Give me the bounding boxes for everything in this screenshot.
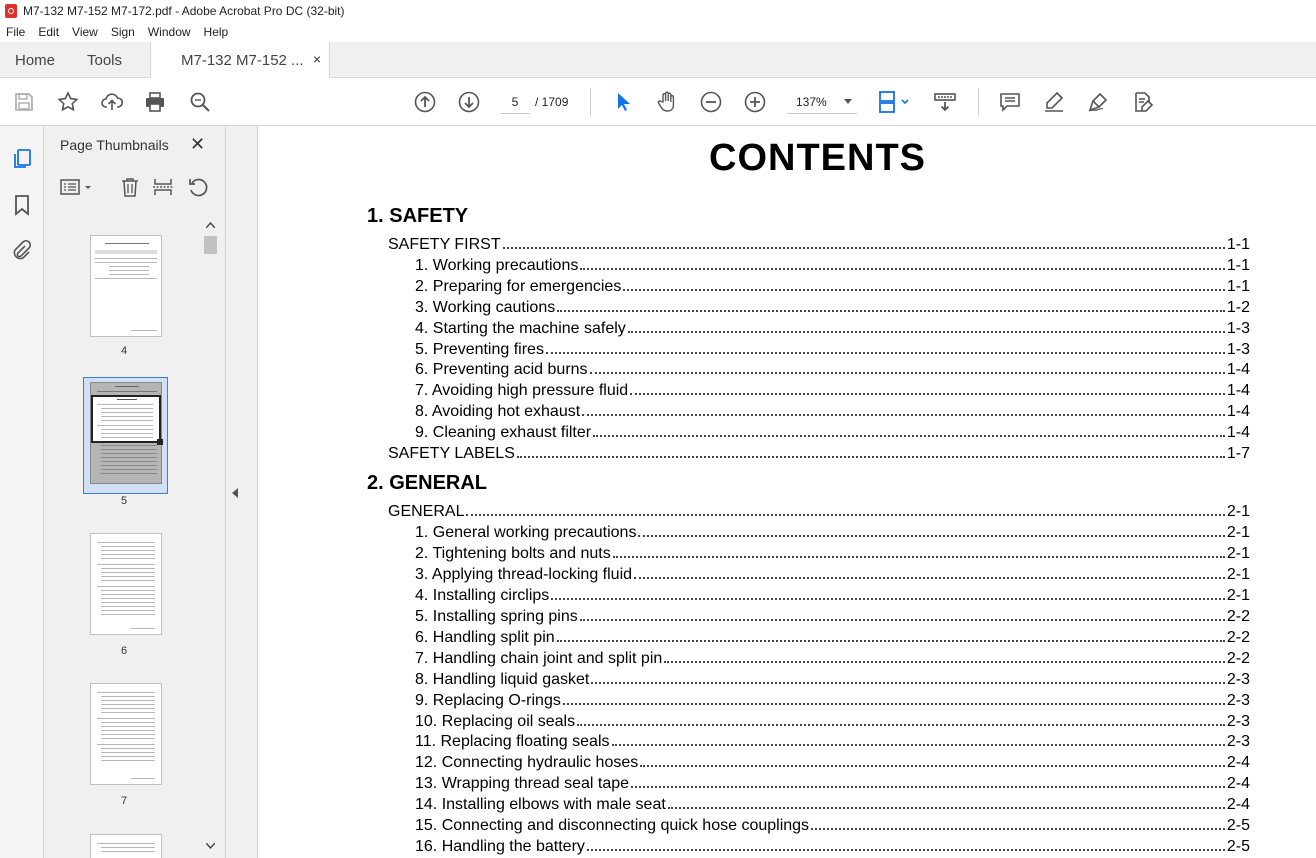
- tab-document[interactable]: [150, 42, 330, 79]
- toc-entry-page: 2-2: [1226, 629, 1250, 646]
- toc-entry[interactable]: [415, 296, 1250, 317]
- scroll-down-icon[interactable]: [206, 843, 215, 849]
- toc-entry-title: 15. Connecting and disconnecting quick hose couplings: [415, 817, 810, 834]
- toc-entry-page: 2-2: [1226, 608, 1250, 625]
- thumbnail-label: 5: [120, 495, 128, 507]
- toc-entry[interactable]: [415, 605, 1250, 626]
- rotate-icon[interactable]: [187, 176, 209, 198]
- toc-entry[interactable]: [415, 647, 1250, 668]
- collapse-arrow-icon[interactable]: [232, 488, 238, 498]
- panel-title: Page Thumbnails: [60, 137, 169, 153]
- toc-entry-page: 2-5: [1226, 817, 1250, 834]
- toc-leader-dots: [664, 661, 1225, 663]
- page-thumbnail[interactable]: [90, 235, 162, 337]
- toc-entry-title: 6. Handling split pin: [415, 629, 555, 646]
- toc-entry-page: 2-3: [1226, 692, 1250, 709]
- toc-entry[interactable]: [415, 358, 1250, 379]
- toc-entry-page: 2-1: [1226, 503, 1250, 520]
- toc-entry[interactable]: [415, 668, 1250, 689]
- window-title: M7-132 M7-152 M7-172.pdf - Adobe Acrobat Pro DC (32-bit): [23, 4, 345, 18]
- acrobat-logo-icon: [5, 4, 17, 18]
- toolbar-separator: [590, 88, 591, 116]
- document-title: CONTENTS: [709, 137, 926, 179]
- toc-entry[interactable]: [415, 421, 1250, 442]
- highlight-icon[interactable]: [1042, 90, 1066, 114]
- toc-entry[interactable]: [415, 521, 1250, 542]
- toc-entry-title: 8. Handling liquid gasket: [415, 671, 590, 688]
- toc-leader-dots: [634, 577, 1225, 579]
- toc-leader-dots: [612, 744, 1225, 746]
- toc-leader-dots: [517, 456, 1225, 458]
- thumbnail-label: 4: [120, 345, 128, 357]
- scroll-up-icon[interactable]: [206, 222, 215, 228]
- thumbnail-list: [44, 210, 204, 858]
- toc-entry-page: 2-4: [1226, 754, 1250, 771]
- toc-entry-title: GENERAL: [388, 503, 465, 520]
- print-icon[interactable]: [143, 90, 167, 114]
- toc-entry-page: 2-4: [1226, 796, 1250, 813]
- toc-entry[interactable]: [415, 584, 1250, 605]
- toc-leader-dots: [593, 435, 1225, 437]
- section-heading: 1. SAFETY: [367, 205, 469, 227]
- menu-bar: [0, 22, 1316, 42]
- toc-entry-title: 14. Installing elbows with male seat: [415, 796, 666, 813]
- toc-entry-page: 1-4: [1226, 361, 1250, 378]
- page-thumbnail[interactable]: [90, 683, 162, 785]
- save-icon[interactable]: [12, 90, 36, 114]
- toc-entry[interactable]: [415, 835, 1250, 856]
- toc-leader-dots: [503, 247, 1225, 249]
- panel-collapse-strip[interactable]: [226, 126, 258, 858]
- toc-entry-title: 16. Handling the battery: [415, 838, 585, 855]
- toc-leader-dots: [577, 724, 1225, 726]
- toc-entry-page: 2-4: [1226, 775, 1250, 792]
- toc-entry-page: 1-1: [1226, 278, 1250, 295]
- menu-file[interactable]: File: [6, 25, 26, 39]
- toc-entry[interactable]: [388, 500, 1250, 521]
- fit-page-icon[interactable]: [877, 90, 913, 114]
- toc-entry-title: 2. Preparing for emergencies: [415, 278, 622, 295]
- toc-entry-title: 5. Installing spring pins: [415, 608, 578, 625]
- toc-entry-title: 9. Cleaning exhaust filter: [415, 424, 592, 441]
- menu-edit[interactable]: Edit: [38, 25, 60, 39]
- upload-icon[interactable]: [100, 90, 124, 114]
- toc-entry-page: 2-1: [1226, 587, 1250, 604]
- close-icon[interactable]: ✕: [190, 134, 206, 154]
- toolbar: [0, 78, 1316, 126]
- toc-leader-dots: [582, 414, 1225, 416]
- select-arrow-icon[interactable]: [611, 90, 635, 114]
- toc-entry-page: 1-4: [1226, 403, 1250, 420]
- toc-entry-title: 11. Replacing floating seals: [415, 733, 610, 750]
- toc-entry-title: 1. General working precautions: [415, 524, 637, 541]
- toc-leader-dots: [466, 514, 1224, 516]
- scroll-mode-icon[interactable]: [933, 90, 957, 114]
- star-icon[interactable]: [56, 90, 80, 114]
- toc-entry[interactable]: [415, 689, 1250, 710]
- close-tab-icon[interactable]: ×: [312, 51, 321, 67]
- toc-entry-title: 3. Working cautions: [415, 299, 556, 316]
- zoom-search-icon[interactable]: [188, 90, 212, 114]
- toc-entry[interactable]: [415, 563, 1250, 584]
- page-thumbnail-current[interactable]: [90, 382, 162, 484]
- toc-entry-title: 1. Working precautions: [415, 257, 579, 274]
- toc-entry[interactable]: [415, 542, 1250, 563]
- toc-entry[interactable]: [415, 626, 1250, 647]
- zoom-value: 137%: [796, 94, 827, 109]
- page-thumbnail[interactable]: [90, 834, 162, 858]
- page-down-icon[interactable]: [457, 90, 481, 114]
- tab-bar: [0, 42, 1316, 78]
- thumbnail-label: 6: [120, 645, 128, 657]
- toc-entry[interactable]: [415, 379, 1250, 400]
- title-bar: [0, 0, 1316, 22]
- hand-icon[interactable]: [655, 90, 679, 114]
- document-view[interactable]: [259, 127, 1316, 858]
- redact-edit-icon[interactable]: [1130, 90, 1154, 114]
- page-up-icon[interactable]: [413, 90, 437, 114]
- toc-entry-title: 9. Replacing O-rings: [415, 692, 561, 709]
- tab-document-label: M7-132 M7-152 ...: [181, 52, 304, 69]
- toc-leader-dots: [811, 828, 1225, 830]
- toc-entry-page: 2-3: [1226, 713, 1250, 730]
- toc-leader-dots: [580, 619, 1225, 621]
- toc-entry[interactable]: [415, 772, 1250, 793]
- toc-entry-title: 12. Connecting hydraulic hoses: [415, 754, 639, 771]
- toc-entry[interactable]: [415, 400, 1250, 421]
- toc-entry-title: 2. Tightening bolts and nuts: [415, 545, 611, 562]
- toc-leader-dots: [628, 331, 1225, 333]
- toc-entry-page: 2-2: [1226, 650, 1250, 667]
- toc-entry[interactable]: [388, 442, 1250, 463]
- toc-entry-page: 1-7: [1226, 445, 1250, 462]
- toc-entry-page: 2-3: [1226, 733, 1250, 750]
- insert-page-icon[interactable]: [152, 176, 174, 198]
- viewport-indicator[interactable]: [91, 395, 161, 443]
- toc-entry-page: 2-1: [1226, 545, 1250, 562]
- toc-leader-dots: [638, 535, 1224, 537]
- page-number-input[interactable]: 5: [500, 90, 530, 114]
- thumbnail-label: 7: [120, 795, 128, 807]
- toc-entry-page: 2-3: [1226, 671, 1250, 688]
- menu-view[interactable]: View: [72, 25, 98, 39]
- toc-leader-dots: [580, 268, 1225, 270]
- toc-leader-dots: [613, 556, 1225, 558]
- thumbnail-scrollbar[interactable]: [203, 218, 218, 856]
- toc-entry-page: 2-1: [1226, 524, 1250, 541]
- toc-leader-dots: [551, 598, 1225, 600]
- zoom-dropdown[interactable]: [787, 90, 857, 114]
- toc-entry-title: 7. Handling chain joint and split pin: [415, 650, 663, 667]
- toc-entry-title: 7. Avoiding high pressure fluid: [415, 382, 629, 399]
- toc-entry[interactable]: [415, 338, 1250, 359]
- page-total: / 1709: [535, 95, 569, 109]
- toc-leader-dots: [623, 289, 1225, 291]
- toc-entry-page: 1-1: [1226, 236, 1250, 253]
- sign-icon[interactable]: [1086, 90, 1110, 114]
- navigation-rail: [0, 126, 44, 858]
- toc-entry[interactable]: [415, 814, 1250, 835]
- toc-entry[interactable]: [415, 751, 1250, 772]
- zoom-out-icon[interactable]: [699, 90, 723, 114]
- toc-leader-dots: [587, 849, 1225, 851]
- toc-leader-dots: [668, 807, 1225, 809]
- toc-entry-title: 3. Applying thread-locking fluid: [415, 566, 633, 583]
- toc-leader-dots: [590, 372, 1225, 374]
- toc-leader-dots: [591, 682, 1225, 684]
- bookmark-icon[interactable]: [10, 193, 34, 217]
- toc-entry-page: 1-4: [1226, 382, 1250, 399]
- toc-entry[interactable]: [415, 317, 1250, 338]
- toc-entry-title: 5. Preventing fires: [415, 341, 544, 358]
- toc-leader-dots: [557, 310, 1225, 312]
- pages-icon[interactable]: [10, 147, 34, 171]
- toc-entry[interactable]: [415, 254, 1250, 275]
- tab-home[interactable]: Home: [15, 51, 56, 69]
- toc-entry-title: 4. Installing circlips: [415, 587, 550, 604]
- attachment-icon[interactable]: [10, 239, 34, 263]
- toc-entry-title: 10. Replacing oil seals: [415, 713, 576, 730]
- toc-entry-page: 1-4: [1226, 424, 1250, 441]
- section-heading: 2. GENERAL: [367, 472, 488, 494]
- toc-leader-dots: [640, 765, 1225, 767]
- toc-leader-dots: [631, 786, 1225, 788]
- tab-tools[interactable]: Tools: [87, 51, 123, 69]
- toc-leader-dots: [630, 393, 1225, 395]
- toolbar-separator: [978, 88, 979, 116]
- toc-entry-page: 1-3: [1226, 320, 1250, 337]
- toc-entry[interactable]: [415, 275, 1250, 296]
- options-icon[interactable]: [60, 176, 94, 198]
- menu-help[interactable]: Help: [203, 25, 229, 39]
- toc-entry-page: 1-3: [1226, 341, 1250, 358]
- toc-entry-page: 1-2: [1226, 299, 1250, 316]
- toc-leader-dots: [557, 640, 1225, 642]
- toc-leader-dots: [546, 352, 1225, 354]
- toc-entry-title: 6. Preventing acid burns: [415, 361, 588, 378]
- toc-entry[interactable]: [415, 730, 1250, 751]
- toc-entry-title: 8. Avoiding hot exhaust: [415, 403, 581, 420]
- toc-entry-title: 13. Wrapping thread seal tape: [415, 775, 630, 792]
- toc-leader-dots: [563, 703, 1225, 705]
- zoom-in-icon[interactable]: [743, 90, 767, 114]
- page-thumbnail[interactable]: [90, 533, 162, 635]
- chevron-down-icon: [844, 99, 852, 104]
- toc-entry[interactable]: [415, 710, 1250, 731]
- toc-entry-page: 1-1: [1226, 257, 1250, 274]
- toc-entry-title: SAFETY FIRST: [388, 236, 501, 253]
- delete-icon[interactable]: [119, 176, 141, 198]
- menu-sign[interactable]: Sign: [110, 25, 135, 39]
- comment-icon[interactable]: [998, 90, 1022, 114]
- toc-entry[interactable]: [388, 233, 1250, 254]
- toc-entry[interactable]: [415, 793, 1250, 814]
- toc-entry-page: 2-5: [1226, 838, 1250, 855]
- toc-entry-title: SAFETY LABELS: [388, 445, 515, 462]
- menu-window[interactable]: Window: [147, 25, 191, 39]
- toc-entry-title: 4. Starting the machine safely: [415, 320, 626, 337]
- toc-entry-page: 2-1: [1226, 566, 1250, 583]
- scrollbar-thumb[interactable]: [204, 236, 217, 254]
